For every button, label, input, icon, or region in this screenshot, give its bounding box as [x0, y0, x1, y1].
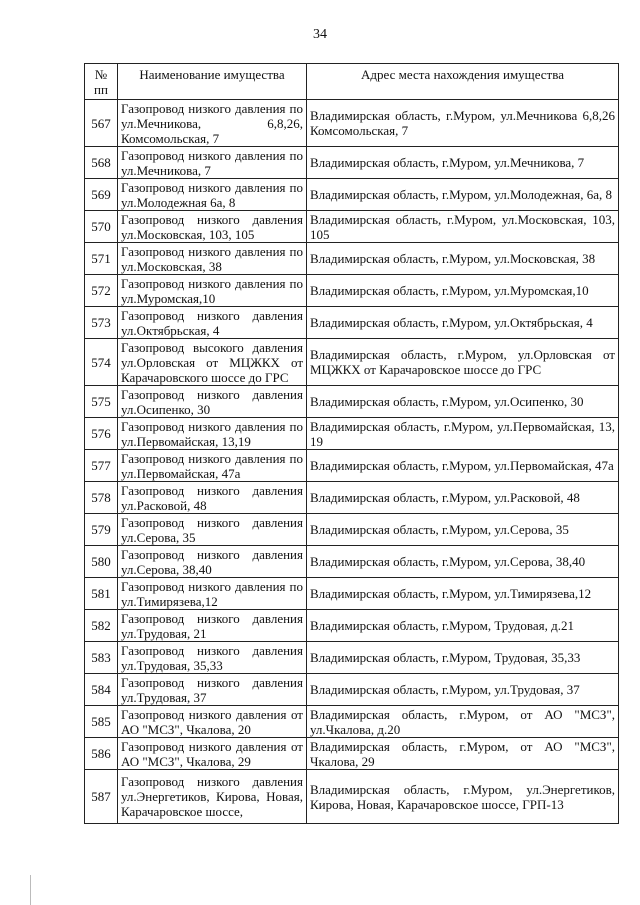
table-row — [85, 738, 619, 770]
property-name: Газопровод высокого давления ул.Орловская от МЦЖКХ от Карачаровского шоссе до ГРС — [118, 339, 307, 386]
property-name: Газопровод низкого давления от АО "МСЗ", Чкалова, 29 — [118, 738, 307, 770]
row-number: 574 — [85, 339, 118, 386]
table-row — [85, 770, 619, 824]
row-number: 578 — [85, 482, 118, 514]
table-row — [85, 546, 619, 578]
row-number: 568 — [85, 147, 118, 179]
property-name: Газопровод низкого давления ул.Октябрьская, 4 — [118, 307, 307, 339]
scan-margin-line — [30, 875, 31, 905]
row-number: 573 — [85, 307, 118, 339]
property-address: Владимирская область, г.Муром, ул.Осипенко, 30 — [307, 386, 619, 418]
property-name: Газопровод низкого давления по ул.Тимирязева,12 — [118, 578, 307, 610]
property-address: Владимирская область, г.Муром, Трудовая, д.21 — [307, 610, 619, 642]
property-name: Газопровод низкого давления по ул.Муромская,10 — [118, 275, 307, 307]
table-row — [85, 275, 619, 307]
table-row — [85, 514, 619, 546]
property-address: Владимирская область, г.Муром, ул.Энергетиков, Кирова, Новая, Карачаровское шоссе, ГРП-13 — [307, 770, 619, 824]
property-address: Владимирская область, г.Муром, ул.Первомайская, 47а — [307, 450, 619, 482]
header-name: Наименование имущества — [118, 64, 307, 100]
row-number: 569 — [85, 179, 118, 211]
table-row — [85, 578, 619, 610]
row-number: 579 — [85, 514, 118, 546]
property-address: Владимирская область, г.Муром, ул.Расковой, 48 — [307, 482, 619, 514]
row-number: 571 — [85, 243, 118, 275]
property-address: Владимирская область, г.Муром, ул.Серова, 38,40 — [307, 546, 619, 578]
row-number: 572 — [85, 275, 118, 307]
property-name: Газопровод низкого давления ул.Трудовая, 35,33 — [118, 642, 307, 674]
header-address: Адрес места нахождения имущества — [307, 64, 619, 100]
property-address: Владимирская область, г.Муром, ул.Орловская от МЦЖКХ от Карачаровское шоссе до ГРС — [307, 339, 619, 386]
property-address: Владимирская область, г.Муром, ул.Мечникова, 7 — [307, 147, 619, 179]
property-address: Владимирская область, г.Муром, ул.Трудовая, 37 — [307, 674, 619, 706]
row-number: 586 — [85, 738, 118, 770]
table-row — [85, 386, 619, 418]
page-number: 34 — [313, 27, 327, 42]
property-address: Владимирская область, г.Муром, ул.Первомайская, 13, 19 — [307, 418, 619, 450]
property-address: Владимирская область, г.Муром, Трудовая, 35,33 — [307, 642, 619, 674]
row-number: 567 — [85, 100, 118, 147]
property-address: Владимирская область, г.Муром, ул.Московская, 103, 105 — [307, 211, 619, 243]
property-name: Газопровод низкого давления ул.Осипенко, 30 — [118, 386, 307, 418]
table-row — [85, 211, 619, 243]
row-number: 585 — [85, 706, 118, 738]
table-row — [85, 339, 619, 386]
property-name: Газопровод низкого давления ул.Серова, 35 — [118, 514, 307, 546]
table-row — [85, 418, 619, 450]
row-number: 583 — [85, 642, 118, 674]
property-address: Владимирская область, г.Муром, ул.Московская, 38 — [307, 243, 619, 275]
property-name: Газопровод низкого давления ул.Московская, 103, 105 — [118, 211, 307, 243]
row-number: 576 — [85, 418, 118, 450]
row-number: 582 — [85, 610, 118, 642]
property-name: Газопровод низкого давления ул.Трудовая, 37 — [118, 674, 307, 706]
table-row — [85, 307, 619, 339]
property-address: Владимирская область, г.Муром, ул.Серова, 35 — [307, 514, 619, 546]
property-address: Владимирская область, г.Муром, ул.Муромская,10 — [307, 275, 619, 307]
property-name: Газопровод низкого давления по ул.Молодежная 6а, 8 — [118, 179, 307, 211]
property-address: Владимирская область, г.Муром, ул.Октябрьская, 4 — [307, 307, 619, 339]
property-name: Газопровод низкого давления по ул.Московская, 38 — [118, 243, 307, 275]
property-name: Газопровод низкого давления по ул.Мечникова, 7 — [118, 147, 307, 179]
table-row — [85, 450, 619, 482]
property-name: Газопровод низкого давления по ул.Первомайская, 47а — [118, 450, 307, 482]
property-name: Газопровод низкого давления ул.Серова, 38,40 — [118, 546, 307, 578]
row-number: 584 — [85, 674, 118, 706]
table-row — [85, 482, 619, 514]
property-address: Владимирская область, г.Муром, от АО "МСЗ", Чкалова, 29 — [307, 738, 619, 770]
row-number: 581 — [85, 578, 118, 610]
table-row — [85, 610, 619, 642]
row-number: 570 — [85, 211, 118, 243]
table-row — [85, 179, 619, 211]
table-row — [85, 674, 619, 706]
header-num: № пп — [85, 64, 118, 100]
property-name: Газопровод низкого давления ул.Энергетиков, Кирова, Новая, Карачаровское шоссе, — [118, 770, 307, 824]
property-name: Газопровод низкого давления от АО "МСЗ", Чкалова, 20 — [118, 706, 307, 738]
row-number: 577 — [85, 450, 118, 482]
property-name: Газопровод низкого давления ул.Расковой, 48 — [118, 482, 307, 514]
property-address: Владимирская область, г.Муром, ул.Мечникова 6,8,26 Комсомольская, 7 — [307, 100, 619, 147]
table-row — [85, 642, 619, 674]
table-header-row — [85, 64, 619, 100]
property-address: Владимирская область, г.Муром, ул.Тимирязева,12 — [307, 578, 619, 610]
property-address: Владимирская область, г.Муром, ул.Молодежная, 6а, 8 — [307, 179, 619, 211]
property-address: Владимирская область, г.Муром, от АО "МСЗ", ул.Чкалова, д.20 — [307, 706, 619, 738]
property-registry-table — [84, 63, 619, 824]
row-number: 587 — [85, 770, 118, 824]
table-row — [85, 243, 619, 275]
row-number: 580 — [85, 546, 118, 578]
row-number: 575 — [85, 386, 118, 418]
table-row — [85, 706, 619, 738]
table-row — [85, 100, 619, 147]
property-name: Газопровод низкого давления ул.Трудовая, 21 — [118, 610, 307, 642]
table-row — [85, 147, 619, 179]
property-name: Газопровод низкого давления по ул.Первомайская, 13,19 — [118, 418, 307, 450]
property-name: Газопровод низкого давления по ул.Мечникова, 6,8,26, Комсомольская, 7 — [118, 100, 307, 147]
